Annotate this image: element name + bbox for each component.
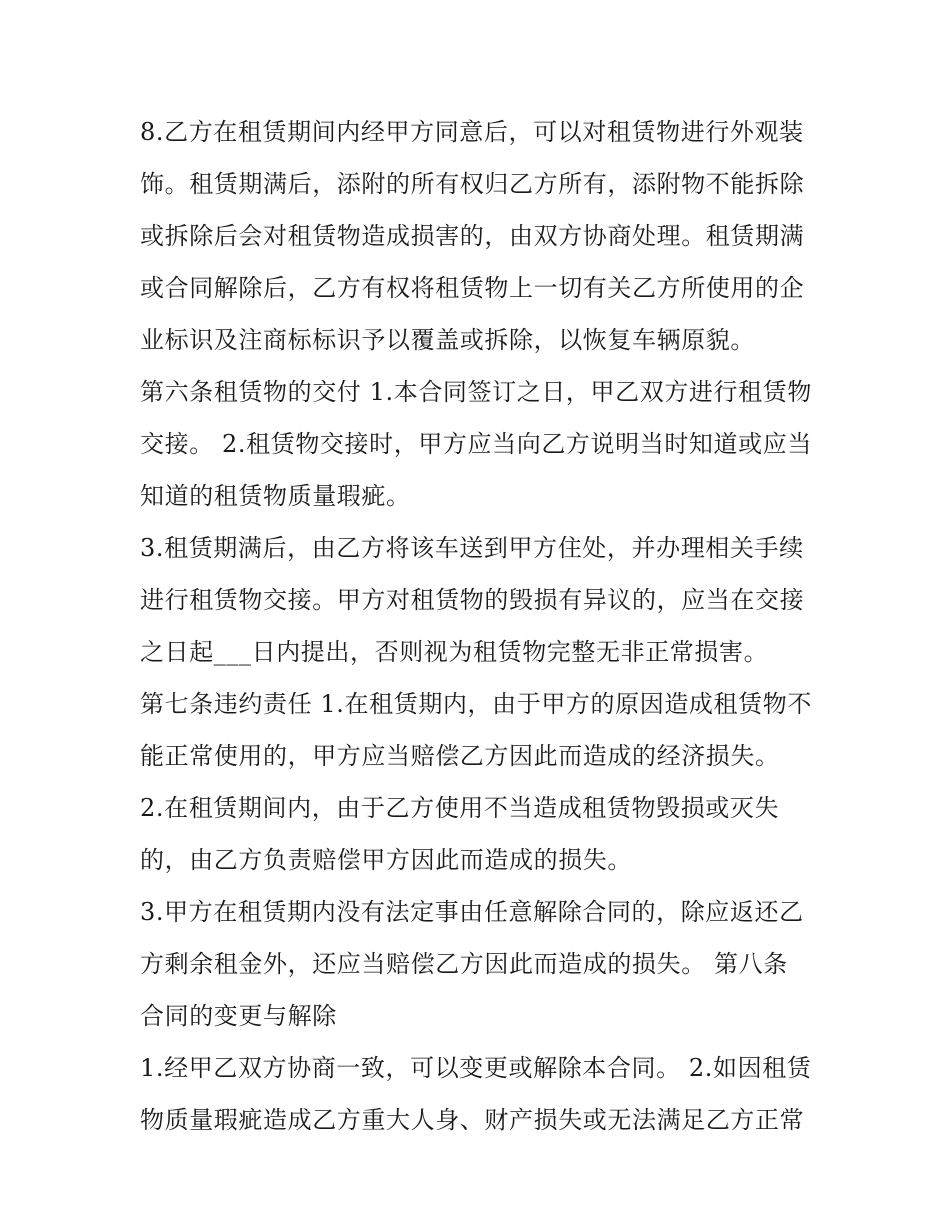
text-line: 进行租赁物交接。甲方对租赁物的毁损有异议的，应当在交接 [140, 586, 805, 614]
text-line: 或拆除后会对租赁物造成损害的，由双方协商处理。租赁期满 [140, 222, 805, 250]
text-line: 交接。 2.租赁物交接时，甲方应当向乙方说明当时知道或应当 [140, 430, 812, 458]
text-line: 方剩余租金外，还应当赔偿乙方因此而造成的损失。 第八条 [140, 950, 788, 978]
text-line: 1.经甲乙双方协商一致，可以变更或解除本合同。 2.如因租赁 [140, 1054, 812, 1082]
text-line: 业标识及注商标标识予以覆盖或拆除，以恢复车辆原貌。 [140, 326, 755, 354]
text-line: 2.在租赁期间内，由于乙方使用不当造成租赁物毁损或灭失 [140, 794, 780, 822]
text-line: 第七条违约责任 1.在租赁期内，由于甲方的原因造成租赁物不 [140, 690, 812, 718]
text-line: 第六条租赁物的交付 1.本合同签订之日，甲乙双方进行租赁物 [140, 378, 812, 406]
text-line: 8.乙方在租赁期间内经甲方同意后，可以对租赁物进行外观装 [140, 118, 804, 146]
text-line: 饰。租赁期满后，添附的所有权归乙方所有，添附物不能拆除 [140, 170, 805, 198]
text-line: 物质量瑕疵造成乙方重大人身、财产损失或无法满足乙方正常 [140, 1106, 805, 1134]
text-line: 合同的变更与解除 [140, 1002, 337, 1030]
text-line: 3.租赁期满后，由乙方将该车送到甲方住处，并办理相关手续 [140, 534, 804, 562]
text-line: 知道的租赁物质量瑕疵。 [140, 482, 411, 510]
text-line: 或合同解除后，乙方有权将租赁物上一切有关乙方所使用的企 [140, 274, 805, 302]
text-line: 的，由乙方负责赔偿甲方因此而造成的损失。 [140, 846, 632, 874]
text-line: 3.甲方在租赁期内没有法定事由任意解除合同的，除应返还乙 [140, 898, 804, 926]
text-line: 之日起___日内提出，否则视为租赁物完整无非正常损害。 [140, 638, 769, 666]
text-line: 能正常使用的，甲方应当赔偿乙方因此而造成的经济损失。 [140, 742, 780, 770]
document-body [140, 106, 820, 1146]
